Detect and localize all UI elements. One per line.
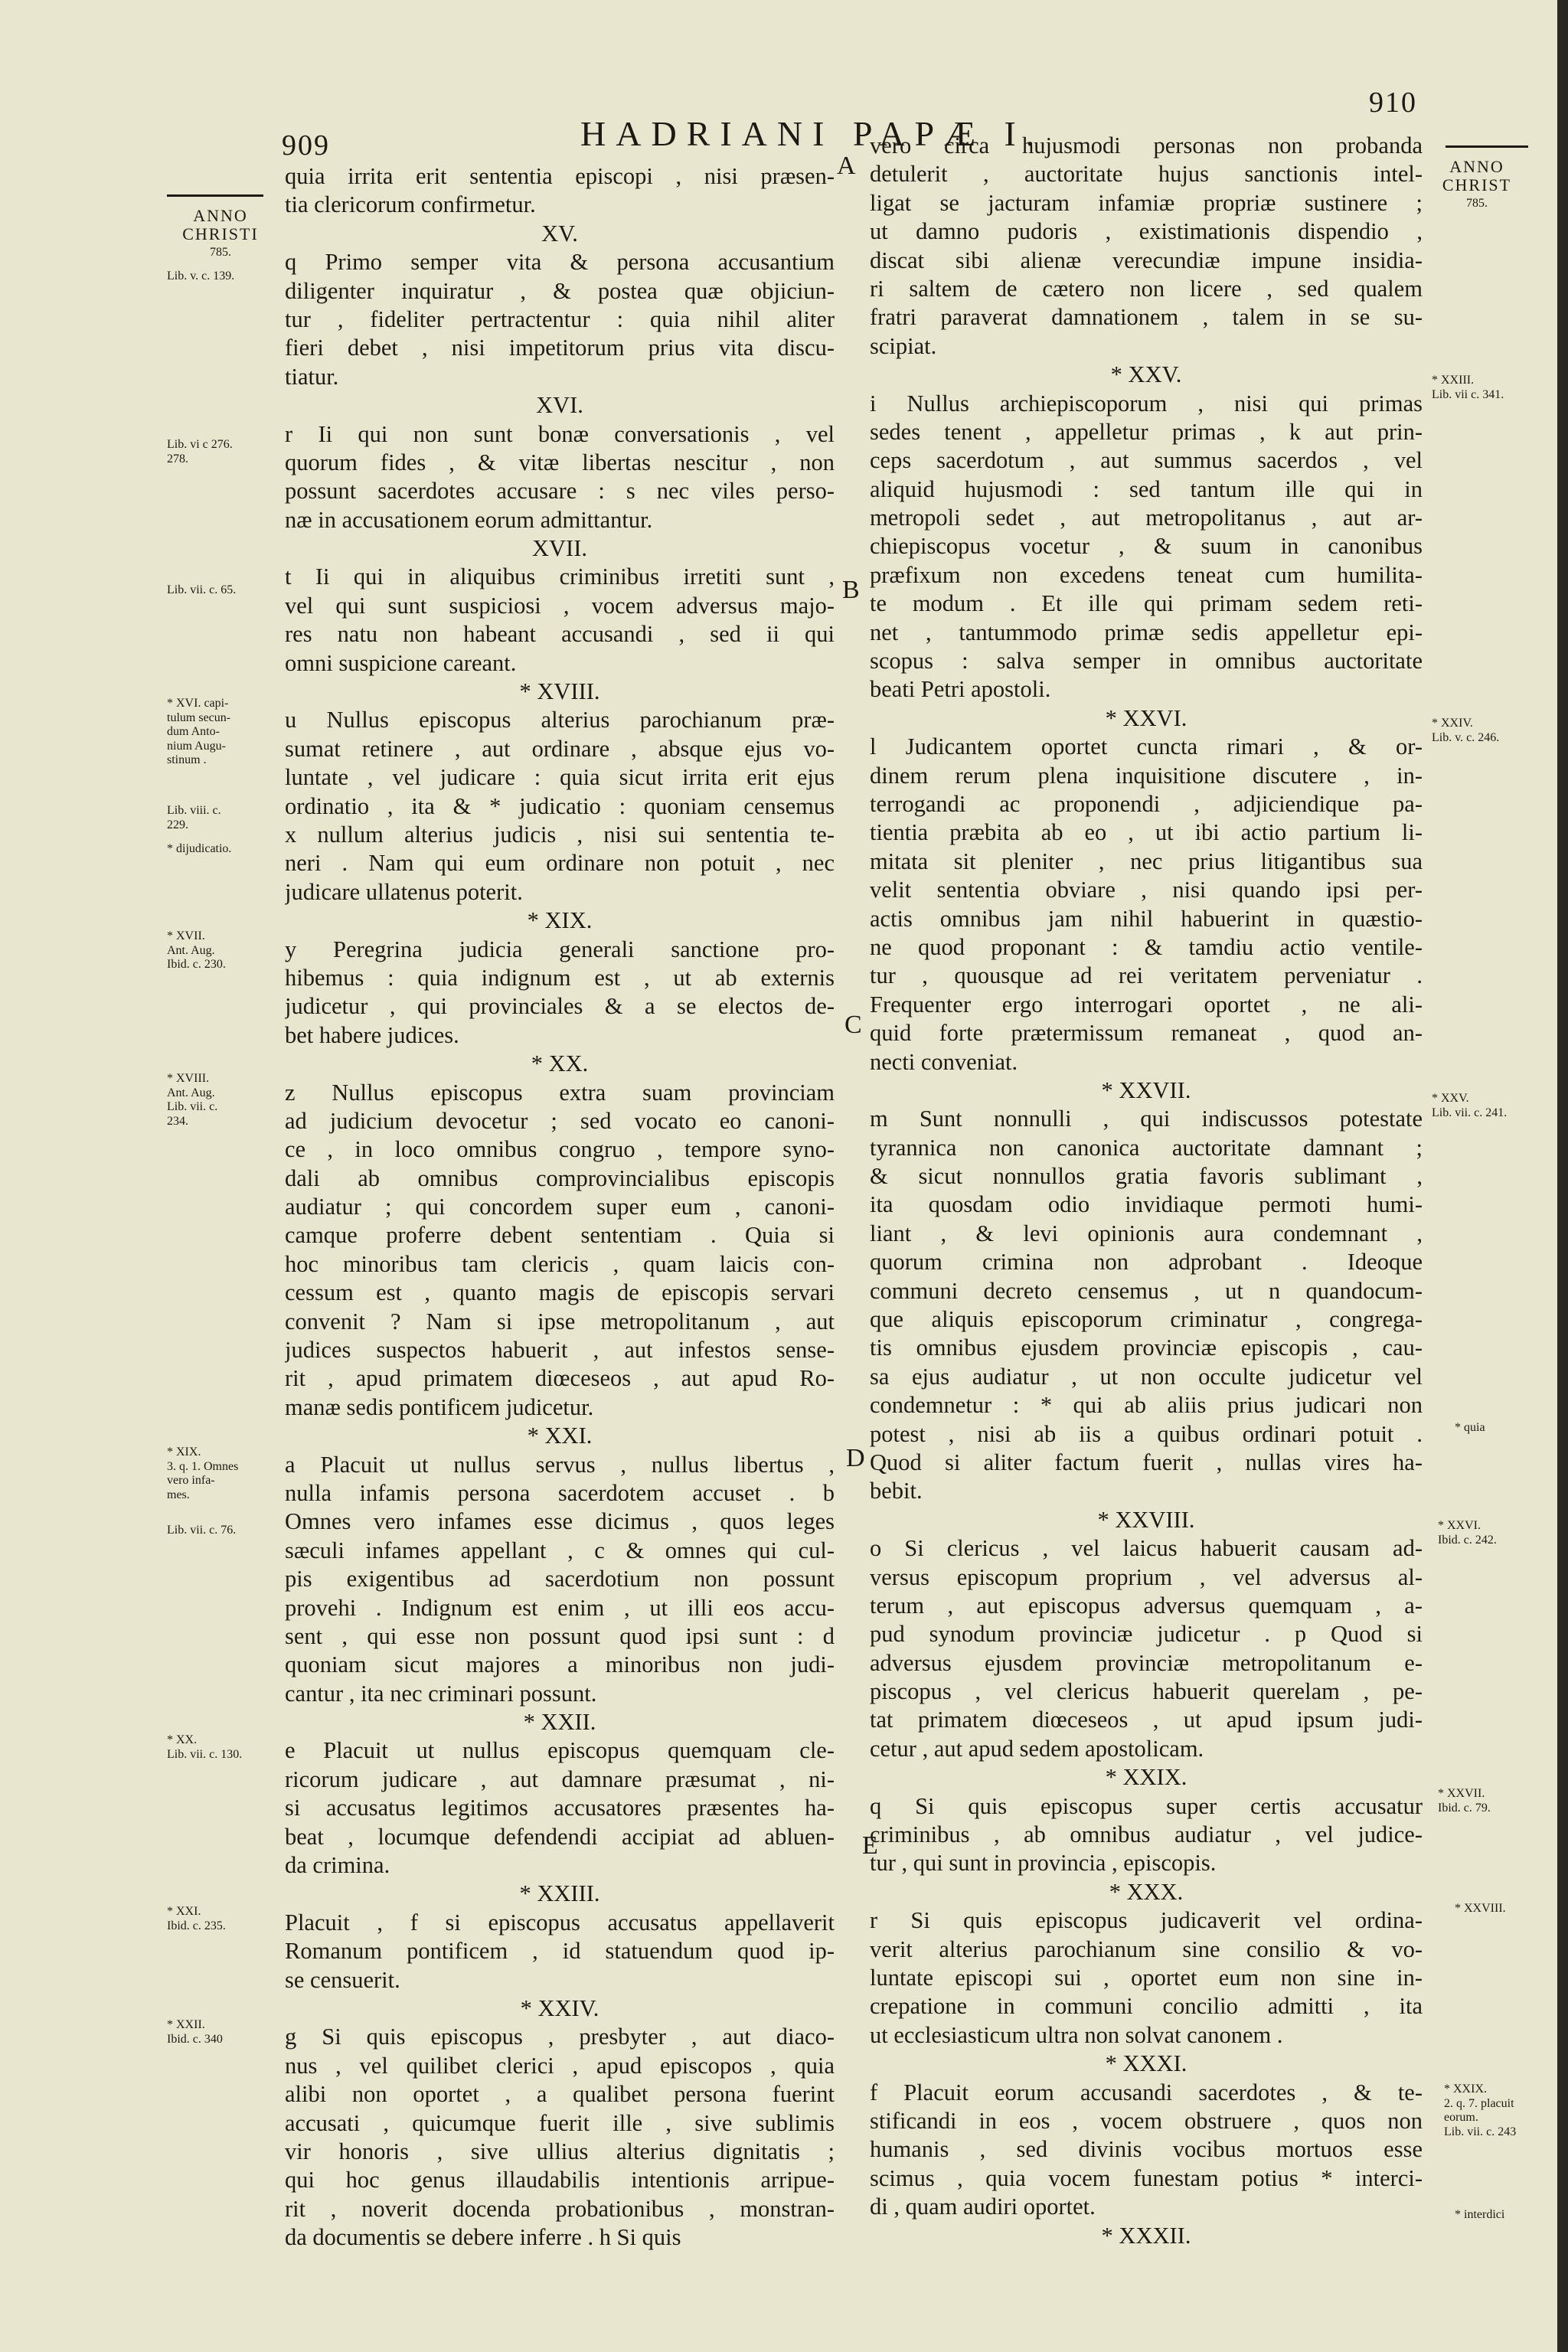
text-line: stificandi in eos , vocem obstruere , quos non [870, 2107, 1423, 2134]
text-line: ce , in loco omnibus congruo , tempore syno- [285, 1136, 835, 1163]
text-line: r Si quis episcopus judicaverit vel ordina- [870, 1907, 1423, 1934]
text-line: ri saltem de cætero non licere , sed qualem [870, 275, 1423, 302]
text-line: net , tantummodo primæ sedis appelletur epi- [870, 619, 1423, 645]
chapter-heading: * XX. [531, 1050, 589, 1077]
margin-note-left: * XX. Lib. vii. c. 130. [167, 1733, 243, 1761]
header-rule-left [167, 194, 263, 197]
text-line: tyrannica non canonica auctoritate damnant ; [870, 1134, 1423, 1161]
text-line: te modum . Et ille qui primam sedem reti- [870, 590, 1423, 617]
text-line: hibemus : quia indignum est , ut ab externis [285, 964, 835, 991]
anno-line1: ANNO [193, 206, 248, 225]
text-line: criminibus , ab omnibus audiatur , vel judice- [870, 1821, 1423, 1848]
anno-line2: CHRISTI [182, 224, 259, 243]
text-line: detulerit , auctoritate hujus sanctionis intel- [870, 161, 1423, 188]
anno-year: 785. [210, 246, 231, 259]
margin-note-right: * XXIII. Lib. vii c. 341. [1432, 374, 1504, 401]
chapter-heading: * XXXI. [1105, 2050, 1187, 2077]
text-line: fratri paraverat damnationem , talem in se su- [870, 304, 1423, 331]
text-line: tur , qui sunt in provincia , episcopis. [870, 1850, 1217, 1877]
text-line: a Placuit ut nullus servus , nullus libertus , [285, 1451, 835, 1478]
text-line: tiatur. [285, 363, 339, 390]
text-line: judicetur , qui provinciales & a se electos de- [285, 993, 835, 1020]
text-line: audiatur ; qui concordem super eum , canoni- [285, 1194, 835, 1220]
margin-note-right: * interdici [1455, 2208, 1505, 2221]
text-line: potest , nisi ab iis a quibus ordinari potuit . [870, 1420, 1423, 1447]
text-line: x nullum alterius judicis , nisi sui sententia te- [285, 821, 835, 848]
text-line: hoc minoribus tam clericis , quam laicis con- [285, 1250, 835, 1277]
text-line: ut ecclesiasticum ultra non solvat canonem . [870, 2021, 1283, 2048]
text-line: rit , apud primatem diœceseos , aut apud Ro- [285, 1365, 835, 1392]
text-line: luntate , vel judicare : quia sicut irrita erit ejus [285, 764, 835, 791]
text-line: vero circa hujusmodi personas non probanda [870, 132, 1423, 158]
text-line: convenit ? Nam si ipse metropolitanum , aut [285, 1308, 835, 1334]
text-line: ceps sacerdotum , aut summus sacerdos , vel [870, 447, 1423, 474]
text-line: res natu non habeant accusandi , sed ii qui [285, 621, 835, 648]
text-line: q Primo semper vita & persona accusantium [285, 249, 835, 276]
text-line: humanis , sed divinis vocibus mortuos esse [870, 2136, 1423, 2163]
text-line: o Si clericus , vel laicus habuerit causam ad- [870, 1535, 1423, 1562]
text-line: Placuit , f si episcopus accusatus appellaverit [285, 1909, 835, 1936]
chapter-heading: * XVIII. [519, 678, 600, 705]
text-line: tientia præbita ab eo , ut ibi actio partium li- [870, 819, 1423, 846]
section-letter-d: D [846, 1444, 865, 1472]
text-line: rit , noverit docenda probationibus , monstran- [285, 2195, 835, 2222]
text-line: beati Petri apostoli. [870, 676, 1051, 703]
margin-note-left: Lib. vi c 276. 278. [167, 438, 233, 466]
text-line: judices suspectos habuerit , aut infestos sense- [285, 1337, 835, 1364]
margin-note-left: * XVIII. Ant. Aug. Lib. vii. c. 234. [167, 1072, 218, 1128]
text-line: discat sibi alienæ verecundiæ impune insidia- [870, 247, 1423, 273]
header-rule-right [1446, 145, 1528, 148]
right-text-column [870, 132, 1423, 2250]
text-line: si accusatus legitimos accusatores præsentes ha- [285, 1795, 835, 1821]
margin-note-left: Lib. v. c. 139. [167, 270, 235, 283]
text-line: versus episcopum proprium , vel adversus al- [870, 1563, 1423, 1590]
text-line: dali ab omnibus comprovincialibus episcopis [285, 1165, 835, 1191]
margin-note-left: Lib. vii. c. 65. [167, 583, 237, 596]
text-line: scimus , quia vocem funestam potius * interci- [870, 2164, 1423, 2191]
margin-note-right: * XXIV. Lib. v. c. 246. [1432, 717, 1500, 744]
text-line: piscopus , vel clericus habuerit querelam , pe- [870, 1678, 1423, 1705]
chapter-heading: XVII. [532, 535, 587, 562]
margin-note-left: Lib. vii. c. 76. [167, 1524, 237, 1537]
margin-note-left: * XXI. Ibid. c. 235. [167, 1905, 226, 1932]
text-line: communi decreto censemus , ut n quandocum- [870, 1277, 1423, 1304]
text-line: nus , vel quilibet clerici , apud episcopos , quia [285, 2052, 835, 2079]
text-line: aliquid hujusmodi : sed tantum ille qui in [870, 475, 1423, 502]
text-line: camque proferre debent sententiam . Quia si [285, 1222, 835, 1249]
text-line: præfixum non excedens teneat cum humilita- [870, 561, 1423, 588]
text-line: vir honoris , sive ullius alterius dignitatis ; [285, 2138, 835, 2164]
anno-line2: CHRIST [1442, 175, 1512, 194]
text-line: chiepiscopus vocetur , & suum in canonibus [870, 533, 1423, 560]
text-line: sa ejus audiatur , ut non occulte judicetur vel [870, 1363, 1423, 1390]
text-line: tia clericorum confirmetur. [285, 191, 536, 218]
text-line: alibi non oportet , a qualibet persona fuerint [285, 2081, 835, 2108]
text-line: di , quam audiri oportet. [870, 2194, 1096, 2220]
text-line: crepatione in communi concilio admitti , ita [870, 1993, 1423, 2020]
text-line: bebit. [870, 1478, 923, 1504]
text-line: quoniam sicut majores a minoribus non judi- [285, 1651, 835, 1678]
text-line: scopus : salva semper in omnibus auctoritate [870, 648, 1423, 675]
text-line: que aliquis episcoporum criminatur , congrega- [870, 1306, 1423, 1333]
chapter-heading: XV. [541, 220, 578, 247]
text-line: ne quod proponant : & tamdiu actio ventile- [870, 933, 1423, 960]
book-spine-edge [1557, 0, 1568, 2352]
text-line: actis omnibus jam nihil habuerint in quæstio- [870, 905, 1423, 932]
text-line: u Nullus episcopus alterius parochianum præ- [285, 707, 835, 733]
anno-year: 785. [1466, 197, 1488, 210]
chapter-heading: XVI. [536, 392, 583, 419]
text-line: ita quosdam odio invidiaque permoti humi- [870, 1191, 1423, 1218]
chapter-heading: * XXIX. [1105, 1764, 1187, 1791]
text-line: r Ii qui non sunt bonæ conversationis , vel [285, 420, 835, 447]
text-line: beat , locumque defendendi accipiat ad abluen- [285, 1823, 835, 1850]
chapter-heading: * XXV. [1110, 361, 1182, 388]
margin-note-right: * quia [1455, 1421, 1485, 1434]
chapter-heading: * XXIII. [519, 1880, 600, 1907]
text-line: Romanum pontificem , id statuendum quod ip- [285, 1938, 835, 1965]
text-line: ut damno pudoris , existimationis dispendio , [870, 218, 1423, 245]
text-line: tur , quousque ad rei veritatem perveniatur . [870, 962, 1423, 989]
text-line: f Placuit eorum accusandi sacerdotes , & te- [870, 2079, 1423, 2105]
text-line: possunt sacerdotes accusare : s nec viles perso- [285, 478, 835, 505]
text-line: luntate episcopi sui , oportet eum non sine in- [870, 1965, 1423, 1991]
text-line: Frequenter ergo interrogari oportet , ne ali- [870, 991, 1423, 1018]
text-line: tat primatem diœceseos , ut apud ipsum judi- [870, 1707, 1423, 1733]
text-line: dinem rerum plena inquisitione discutere , in- [870, 762, 1423, 789]
anno-christi-left [167, 207, 274, 262]
text-line: quorum fides , & vitæ libertas nescitur , non [285, 449, 835, 475]
text-line: judicare ullatenus poterit. [285, 878, 523, 905]
text-line: fieri debet , nisi impetitorum prius vita discu- [285, 335, 835, 361]
margin-note-right: * XXVII. Ibid. c. 79. [1438, 1787, 1491, 1815]
text-line: condemnetur : * qui ab aliis prius judicari non [870, 1392, 1423, 1419]
text-line: pis exigentibus ad sacerdotium non possunt [285, 1566, 835, 1592]
left-text-column [285, 162, 835, 2252]
chapter-heading: * XXVII. [1101, 1076, 1191, 1103]
margin-note-right: * XXVIII. [1455, 1902, 1506, 1915]
chapter-heading: * XXXII. [1101, 2222, 1191, 2249]
chapter-heading: * XIX. [527, 907, 593, 934]
text-line: pud synodum provinciæ judicetur . p Quod si [870, 1621, 1423, 1648]
text-line: sæculi infames appellant , c & omnes qui cul- [285, 1537, 835, 1563]
text-line: cessum est , quanto magis de episcopis servari [285, 1279, 835, 1306]
text-line: l Judicantem oportet cuncta rimari , & or- [870, 733, 1423, 760]
text-line: i Nullus archiepiscoporum , nisi qui primas [870, 390, 1423, 416]
text-line: z Nullus episcopus extra suam provinciam [285, 1079, 835, 1106]
text-line: terum , aut episcopus adversus quemquam , a- [870, 1592, 1423, 1619]
text-line: mitata sit pleniter , nec prius litigantibus sua [870, 848, 1423, 874]
text-line: ligat se jacturam infamiæ propriæ sustinere ; [870, 189, 1423, 216]
section-letter-a: A [837, 152, 856, 180]
text-line: verit alterius parochianum sine consilio & vo- [870, 1936, 1423, 1962]
text-line: bet habere judices. [285, 1021, 459, 1048]
text-line: sumat retinere , aut ordinare , absque ejus vo- [285, 735, 835, 762]
text-line: velit sententia obviare , nisi quando ipsi per- [870, 877, 1423, 903]
page-number-left: 909 [282, 129, 330, 162]
chapter-heading: * XXII. [523, 1709, 596, 1736]
text-line: neri . Nam qui eum ordinare non potuit , nec [285, 850, 835, 877]
text-line: ricorum judicare , aut damnare præsumat , ni- [285, 1766, 835, 1792]
text-line: provehi . Indignum est enim , ut illi eos accu- [285, 1594, 835, 1621]
text-line: ad judicium devocetur ; sed vocato eo canoni- [285, 1107, 835, 1134]
text-line: quorum crimina non adprobant . Ideoque [870, 1249, 1423, 1276]
text-line: tur , fideliter pertractentur : quia nihil aliter [285, 305, 835, 332]
text-line: quid forte prætermissum remaneat , quod an- [870, 1020, 1423, 1047]
text-line: liant , & levi opinionis aura condemnant , [870, 1220, 1423, 1246]
running-head-title: HADRIANI PAPÆ I. [580, 114, 1045, 153]
text-line: vel qui sunt suspiciosi , vocem adversus majo- [285, 592, 835, 619]
text-line: terrogandi ac proponendi , adjiciendique pa- [870, 790, 1423, 817]
text-line: t Ii qui in aliquibus criminibus irretiti sunt , [285, 564, 835, 590]
margin-note-left: * XVII. Ant. Aug. Ibid. c. 230. [167, 929, 226, 971]
text-line: se censuerit. [285, 1966, 400, 1993]
text-line: da crimina. [285, 1852, 390, 1879]
margin-note-left: * XXII. Ibid. c. 340 [167, 2018, 223, 2046]
text-line: sedes tenent , appelletur primas , k aut prin- [870, 418, 1423, 445]
chapter-heading: * XXVIII. [1097, 1506, 1195, 1533]
text-line: qui hoc genus illaudabilis intentionis arripue- [285, 2167, 835, 2194]
text-line: da documentis se debere inferre . h Si quis [285, 2224, 681, 2251]
section-letter-e: E [862, 1831, 878, 1860]
text-line: m Sunt nonnulli , qui indiscussos potestate [870, 1106, 1423, 1132]
text-line: g Si quis episcopus , presbyter , aut diaco- [285, 2024, 835, 2050]
section-letter-c: C [844, 1011, 862, 1039]
chapter-heading: * XXIV. [520, 1995, 599, 2021]
text-line: accusati , quicumque fuerit ille , sive sublimis [285, 2109, 835, 2136]
text-line: metropoli sedet , aut metropolitanus , aut ar- [870, 505, 1423, 531]
text-line: Omnes vero infames esse dicimus , quos leges [285, 1508, 835, 1535]
margin-note-left: * XIX. 3. q. 1. Omnes vero infa- mes. [167, 1446, 239, 1501]
text-line: næ in accusationem eorum admittantur. [285, 506, 653, 533]
margin-note-left: Lib. viii. c. 229. [167, 804, 221, 831]
text-line: scipiat. [870, 332, 937, 359]
text-line: ordinatio , ita & * judicatio : quoniam censemus [285, 792, 835, 819]
page-number-right: 910 [1369, 87, 1417, 119]
text-line: diligenter inquiratur , & postea quæ objiciun- [285, 277, 835, 304]
text-line: e Placuit ut nullus episcopus quemquam cle- [285, 1737, 835, 1764]
margin-note-right: * XXV. Lib. vii. c. 241. [1432, 1092, 1508, 1119]
text-line: Quod si aliter factum fuerit , nullas vires ha- [870, 1449, 1423, 1475]
chapter-heading: * XXI. [527, 1423, 593, 1449]
text-line: q Si quis episcopus super certis accusatur [870, 1792, 1423, 1819]
anno-line1: ANNO [1449, 157, 1504, 176]
margin-note-left: * dijudicatio. [167, 842, 232, 855]
margin-note-left: * XVI. capi- tulum secun- dum Anto- nium Augu- stinum . [167, 697, 231, 766]
text-line: necti conveniat. [870, 1048, 1018, 1075]
chapter-heading: * XXX. [1109, 1878, 1184, 1905]
anno-christi-right [1432, 158, 1522, 213]
margin-note-right: * XXVI. Ibid. c. 242. [1438, 1519, 1497, 1547]
margin-note-right: * XXIX. 2. q. 7. placuit eorum. Lib. vii. c. 243 [1444, 2082, 1517, 2138]
text-line: nulla infamis persona sacerdotem accuset . b [285, 1479, 835, 1506]
section-letter-b: B [842, 576, 860, 604]
text-line: omni suspicione careant. [285, 649, 517, 676]
text-line: cantur , ita nec criminari possunt. [285, 1680, 597, 1707]
text-line: manæ sedis pontificem judicetur. [285, 1393, 594, 1420]
text-line: cetur , aut apud sedem apostolicam. [870, 1735, 1204, 1762]
text-line: adversus ejusdem provinciæ metropolitanum e- [870, 1649, 1423, 1676]
text-line: & sicut nonnullos gratia favoris sublimant , [870, 1163, 1423, 1190]
text-line: tis omnibus ejusdem provinciæ episcopis , cau- [870, 1334, 1423, 1361]
chapter-heading: * XXVI. [1105, 704, 1187, 731]
text-line: quia irrita erit sententia episcopi , nisi præsen- [285, 163, 835, 189]
text-line: y Peregrina judicia generali sanctione pro- [285, 936, 835, 962]
text-line: sent , qui esse non possunt quod ipsi sunt : d [285, 1622, 835, 1649]
